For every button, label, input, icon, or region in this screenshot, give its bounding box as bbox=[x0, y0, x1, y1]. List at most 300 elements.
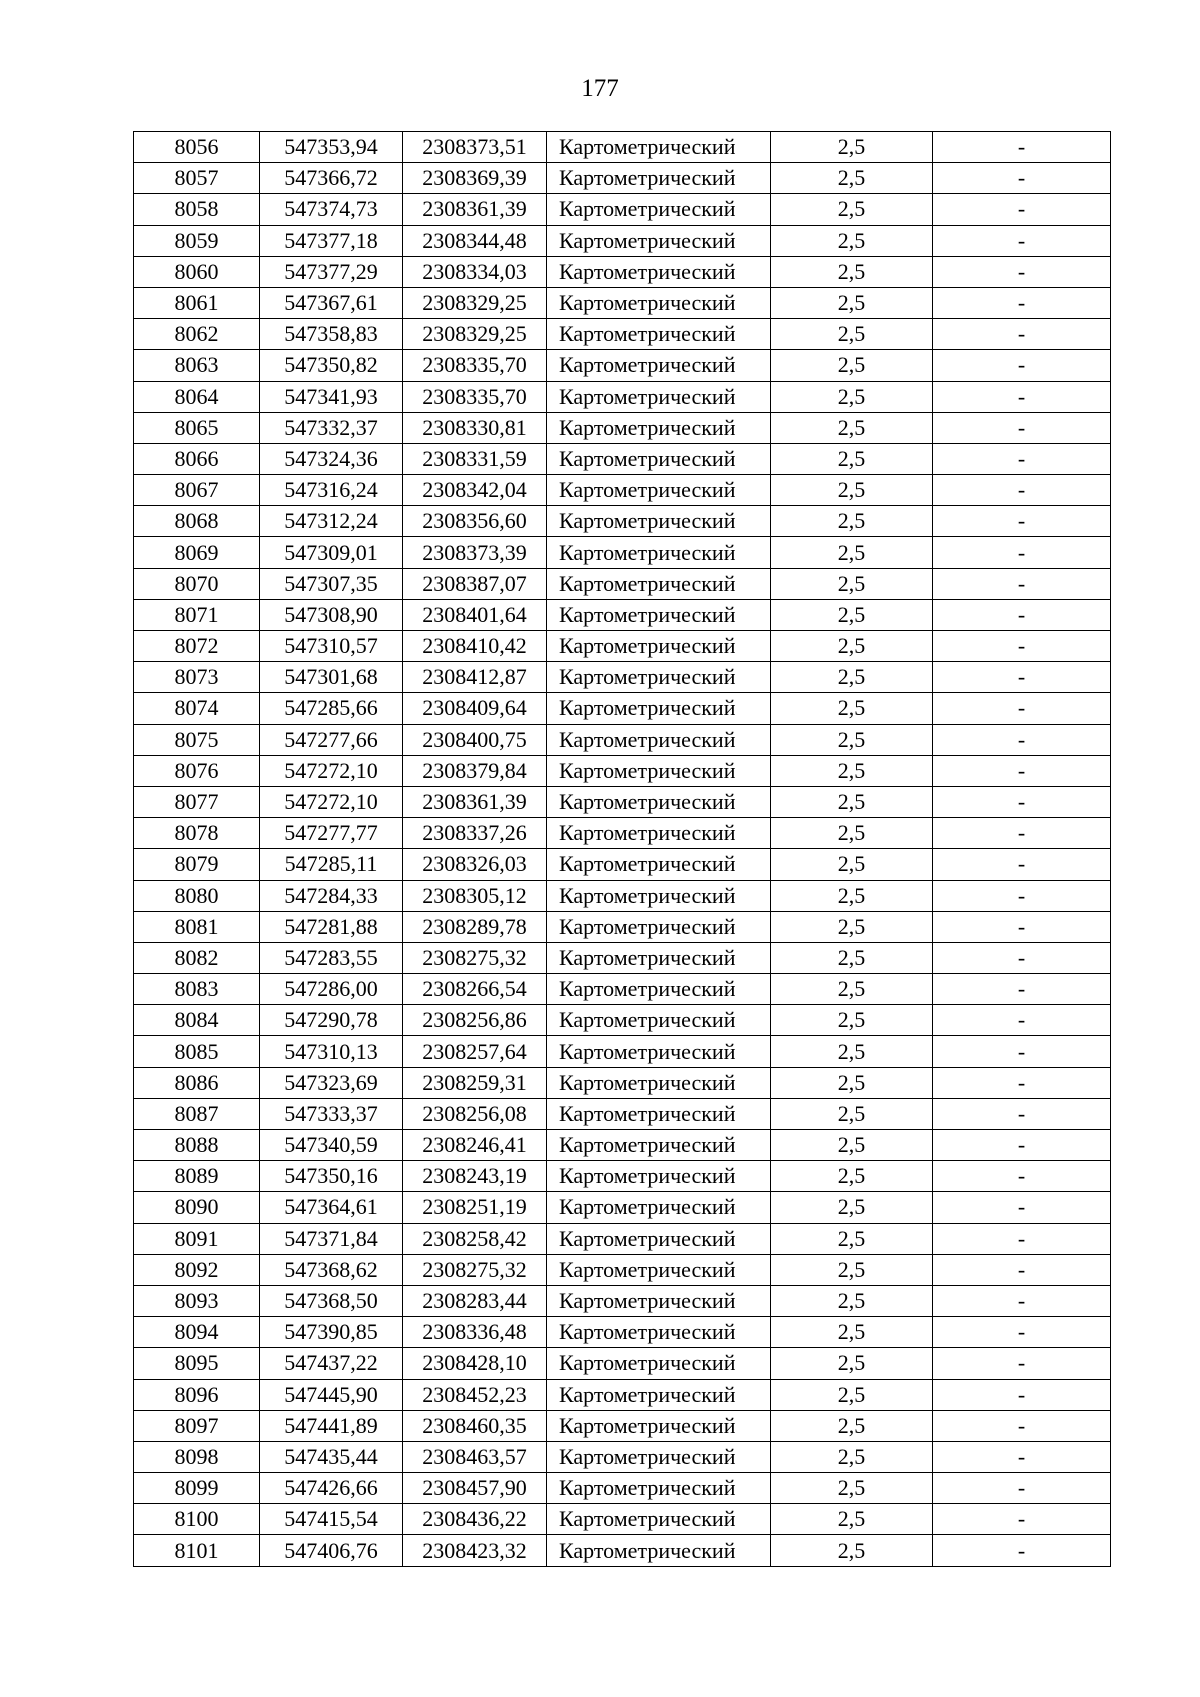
accuracy-cell: 2,5 bbox=[771, 849, 933, 880]
accuracy-cell: 2,5 bbox=[771, 132, 933, 163]
accuracy-cell: 2,5 bbox=[771, 163, 933, 194]
y-coordinate-cell: 2308289,78 bbox=[403, 911, 547, 942]
method-cell: Картометрический bbox=[547, 942, 771, 973]
note-cell: - bbox=[933, 1504, 1111, 1535]
table-row bbox=[134, 1441, 1111, 1472]
accuracy-cell: 2,5 bbox=[771, 1223, 933, 1254]
table-row bbox=[134, 693, 1111, 724]
point-number-cell: 8072 bbox=[134, 631, 260, 662]
page-number: 177 bbox=[581, 75, 619, 102]
accuracy-cell: 2,5 bbox=[771, 724, 933, 755]
table-row bbox=[134, 849, 1111, 880]
table-row bbox=[134, 350, 1111, 381]
point-number-cell: 8057 bbox=[134, 163, 260, 194]
method-cell: Картометрический bbox=[547, 163, 771, 194]
x-coordinate-cell: 547272,10 bbox=[260, 786, 403, 817]
note-cell: - bbox=[933, 132, 1111, 163]
point-number-cell: 8058 bbox=[134, 194, 260, 225]
method-cell: Картометрический bbox=[547, 724, 771, 755]
method-cell: Картометрический bbox=[547, 1441, 771, 1472]
y-coordinate-cell: 2308331,59 bbox=[403, 443, 547, 474]
y-coordinate-cell: 2308256,86 bbox=[403, 1005, 547, 1036]
point-number-cell: 8088 bbox=[134, 1130, 260, 1161]
y-coordinate-cell: 2308410,42 bbox=[403, 631, 547, 662]
table-row bbox=[134, 599, 1111, 630]
y-coordinate-cell: 2308329,25 bbox=[403, 287, 547, 318]
x-coordinate-cell: 547277,66 bbox=[260, 724, 403, 755]
note-cell: - bbox=[933, 287, 1111, 318]
table-row bbox=[134, 1348, 1111, 1379]
x-coordinate-cell: 547341,93 bbox=[260, 381, 403, 412]
point-number-cell: 8068 bbox=[134, 506, 260, 537]
accuracy-cell: 2,5 bbox=[771, 1410, 933, 1441]
method-cell: Картометрический bbox=[547, 1285, 771, 1316]
y-coordinate-cell: 2308401,64 bbox=[403, 599, 547, 630]
x-coordinate-cell: 547374,73 bbox=[260, 194, 403, 225]
method-cell: Картометрический bbox=[547, 537, 771, 568]
x-coordinate-cell: 547415,54 bbox=[260, 1504, 403, 1535]
point-number-cell: 8056 bbox=[134, 132, 260, 163]
note-cell: - bbox=[933, 880, 1111, 911]
x-coordinate-cell: 547332,37 bbox=[260, 412, 403, 443]
x-coordinate-cell: 547290,78 bbox=[260, 1005, 403, 1036]
y-coordinate-cell: 2308460,35 bbox=[403, 1410, 547, 1441]
x-coordinate-cell: 547353,94 bbox=[260, 132, 403, 163]
y-coordinate-cell: 2308330,81 bbox=[403, 412, 547, 443]
accuracy-cell: 2,5 bbox=[771, 942, 933, 973]
x-coordinate-cell: 547437,22 bbox=[260, 1348, 403, 1379]
point-number-cell: 8085 bbox=[134, 1036, 260, 1067]
accuracy-cell: 2,5 bbox=[771, 1535, 933, 1566]
point-number-cell: 8079 bbox=[134, 849, 260, 880]
method-cell: Картометрический bbox=[547, 1192, 771, 1223]
note-cell: - bbox=[933, 786, 1111, 817]
x-coordinate-cell: 547350,16 bbox=[260, 1161, 403, 1192]
table-row bbox=[134, 1005, 1111, 1036]
method-cell: Картометрический bbox=[547, 1348, 771, 1379]
method-cell: Картометрический bbox=[547, 880, 771, 911]
note-cell: - bbox=[933, 974, 1111, 1005]
x-coordinate-cell: 547377,29 bbox=[260, 256, 403, 287]
x-coordinate-cell: 547368,50 bbox=[260, 1285, 403, 1316]
accuracy-cell: 2,5 bbox=[771, 194, 933, 225]
y-coordinate-cell: 2308275,32 bbox=[403, 1254, 547, 1285]
x-coordinate-cell: 547285,66 bbox=[260, 693, 403, 724]
method-cell: Картометрический bbox=[547, 412, 771, 443]
accuracy-cell: 2,5 bbox=[771, 1285, 933, 1316]
y-coordinate-cell: 2308412,87 bbox=[403, 662, 547, 693]
y-coordinate-cell: 2308373,51 bbox=[403, 132, 547, 163]
note-cell: - bbox=[933, 1410, 1111, 1441]
method-cell: Картометрический bbox=[547, 786, 771, 817]
table-row bbox=[134, 662, 1111, 693]
method-cell: Картометрический bbox=[547, 849, 771, 880]
point-number-cell: 8070 bbox=[134, 568, 260, 599]
accuracy-cell: 2,5 bbox=[771, 1254, 933, 1285]
table-row bbox=[134, 1473, 1111, 1504]
accuracy-cell: 2,5 bbox=[771, 1317, 933, 1348]
table-row bbox=[134, 506, 1111, 537]
method-cell: Картометрический bbox=[547, 568, 771, 599]
y-coordinate-cell: 2308336,48 bbox=[403, 1317, 547, 1348]
note-cell: - bbox=[933, 942, 1111, 973]
y-coordinate-cell: 2308344,48 bbox=[403, 225, 547, 256]
x-coordinate-cell: 547272,10 bbox=[260, 755, 403, 786]
point-number-cell: 8101 bbox=[134, 1535, 260, 1566]
accuracy-cell: 2,5 bbox=[771, 475, 933, 506]
note-cell: - bbox=[933, 1348, 1111, 1379]
note-cell: - bbox=[933, 1441, 1111, 1472]
table-row bbox=[134, 724, 1111, 755]
table-row bbox=[134, 537, 1111, 568]
method-cell: Картометрический bbox=[547, 974, 771, 1005]
accuracy-cell: 2,5 bbox=[771, 1098, 933, 1129]
point-number-cell: 8098 bbox=[134, 1441, 260, 1472]
table-row bbox=[134, 1254, 1111, 1285]
y-coordinate-cell: 2308326,03 bbox=[403, 849, 547, 880]
note-cell: - bbox=[933, 662, 1111, 693]
note-cell: - bbox=[933, 256, 1111, 287]
method-cell: Картометрический bbox=[547, 1317, 771, 1348]
y-coordinate-cell: 2308342,04 bbox=[403, 475, 547, 506]
method-cell: Картометрический bbox=[547, 1161, 771, 1192]
accuracy-cell: 2,5 bbox=[771, 1379, 933, 1410]
method-cell: Картометрический bbox=[547, 1535, 771, 1566]
y-coordinate-cell: 2308379,84 bbox=[403, 755, 547, 786]
y-coordinate-cell: 2308356,60 bbox=[403, 506, 547, 537]
accuracy-cell: 2,5 bbox=[771, 1473, 933, 1504]
y-coordinate-cell: 2308335,70 bbox=[403, 350, 547, 381]
y-coordinate-cell: 2308251,19 bbox=[403, 1192, 547, 1223]
y-coordinate-cell: 2308452,23 bbox=[403, 1379, 547, 1410]
accuracy-cell: 2,5 bbox=[771, 755, 933, 786]
y-coordinate-cell: 2308305,12 bbox=[403, 880, 547, 911]
method-cell: Картометрический bbox=[547, 662, 771, 693]
note-cell: - bbox=[933, 1254, 1111, 1285]
y-coordinate-cell: 2308283,44 bbox=[403, 1285, 547, 1316]
table-row bbox=[134, 1223, 1111, 1254]
y-coordinate-cell: 2308246,41 bbox=[403, 1130, 547, 1161]
y-coordinate-cell: 2308409,64 bbox=[403, 693, 547, 724]
accuracy-cell: 2,5 bbox=[771, 1192, 933, 1223]
point-number-cell: 8063 bbox=[134, 350, 260, 381]
point-number-cell: 8083 bbox=[134, 974, 260, 1005]
method-cell: Картометрический bbox=[547, 755, 771, 786]
note-cell: - bbox=[933, 849, 1111, 880]
x-coordinate-cell: 547367,61 bbox=[260, 287, 403, 318]
point-number-cell: 8067 bbox=[134, 475, 260, 506]
note-cell: - bbox=[933, 818, 1111, 849]
x-coordinate-cell: 547364,61 bbox=[260, 1192, 403, 1223]
point-number-cell: 8095 bbox=[134, 1348, 260, 1379]
note-cell: - bbox=[933, 381, 1111, 412]
x-coordinate-cell: 547371,84 bbox=[260, 1223, 403, 1254]
table-row bbox=[134, 974, 1111, 1005]
note-cell: - bbox=[933, 1223, 1111, 1254]
table-row bbox=[134, 1504, 1111, 1535]
point-number-cell: 8060 bbox=[134, 256, 260, 287]
accuracy-cell: 2,5 bbox=[771, 319, 933, 350]
accuracy-cell: 2,5 bbox=[771, 1130, 933, 1161]
x-coordinate-cell: 547285,11 bbox=[260, 849, 403, 880]
point-number-cell: 8082 bbox=[134, 942, 260, 973]
method-cell: Картометрический bbox=[547, 911, 771, 942]
note-cell: - bbox=[933, 1473, 1111, 1504]
x-coordinate-cell: 547340,59 bbox=[260, 1130, 403, 1161]
y-coordinate-cell: 2308256,08 bbox=[403, 1098, 547, 1129]
note-cell: - bbox=[933, 755, 1111, 786]
table-row bbox=[134, 287, 1111, 318]
method-cell: Картометрический bbox=[547, 1067, 771, 1098]
accuracy-cell: 2,5 bbox=[771, 662, 933, 693]
table-row bbox=[134, 568, 1111, 599]
accuracy-cell: 2,5 bbox=[771, 1036, 933, 1067]
accuracy-cell: 2,5 bbox=[771, 1067, 933, 1098]
note-cell: - bbox=[933, 724, 1111, 755]
x-coordinate-cell: 547277,77 bbox=[260, 818, 403, 849]
note-cell: - bbox=[933, 568, 1111, 599]
x-coordinate-cell: 547281,88 bbox=[260, 911, 403, 942]
table-row bbox=[134, 194, 1111, 225]
table-row bbox=[134, 1317, 1111, 1348]
method-cell: Картометрический bbox=[547, 1005, 771, 1036]
accuracy-cell: 2,5 bbox=[771, 1504, 933, 1535]
table-row bbox=[134, 256, 1111, 287]
x-coordinate-cell: 547333,37 bbox=[260, 1098, 403, 1129]
note-cell: - bbox=[933, 1535, 1111, 1566]
point-number-cell: 8086 bbox=[134, 1067, 260, 1098]
note-cell: - bbox=[933, 599, 1111, 630]
table-row bbox=[134, 1036, 1111, 1067]
x-coordinate-cell: 547350,82 bbox=[260, 350, 403, 381]
method-cell: Картометрический bbox=[547, 1036, 771, 1067]
point-number-cell: 8062 bbox=[134, 319, 260, 350]
method-cell: Картометрический bbox=[547, 350, 771, 381]
accuracy-cell: 2,5 bbox=[771, 412, 933, 443]
accuracy-cell: 2,5 bbox=[771, 256, 933, 287]
x-coordinate-cell: 547308,90 bbox=[260, 599, 403, 630]
method-cell: Картометрический bbox=[547, 1410, 771, 1441]
y-coordinate-cell: 2308457,90 bbox=[403, 1473, 547, 1504]
note-cell: - bbox=[933, 911, 1111, 942]
note-cell: - bbox=[933, 475, 1111, 506]
table-row bbox=[134, 942, 1111, 973]
x-coordinate-cell: 547310,13 bbox=[260, 1036, 403, 1067]
y-coordinate-cell: 2308369,39 bbox=[403, 163, 547, 194]
point-number-cell: 8066 bbox=[134, 443, 260, 474]
method-cell: Картометрический bbox=[547, 319, 771, 350]
point-number-cell: 8081 bbox=[134, 911, 260, 942]
x-coordinate-cell: 547358,83 bbox=[260, 319, 403, 350]
x-coordinate-cell: 547366,72 bbox=[260, 163, 403, 194]
method-cell: Картометрический bbox=[547, 256, 771, 287]
point-number-cell: 8100 bbox=[134, 1504, 260, 1535]
method-cell: Картометрический bbox=[547, 225, 771, 256]
method-cell: Картометрический bbox=[547, 1504, 771, 1535]
point-number-cell: 8099 bbox=[134, 1473, 260, 1504]
table-row bbox=[134, 1535, 1111, 1566]
y-coordinate-cell: 2308329,25 bbox=[403, 319, 547, 350]
y-coordinate-cell: 2308243,19 bbox=[403, 1161, 547, 1192]
table-row bbox=[134, 475, 1111, 506]
coordinates-table-body bbox=[134, 132, 1111, 1567]
y-coordinate-cell: 2308387,07 bbox=[403, 568, 547, 599]
table-row bbox=[134, 412, 1111, 443]
y-coordinate-cell: 2308275,32 bbox=[403, 942, 547, 973]
note-cell: - bbox=[933, 693, 1111, 724]
y-coordinate-cell: 2308423,32 bbox=[403, 1535, 547, 1566]
y-coordinate-cell: 2308334,03 bbox=[403, 256, 547, 287]
table-row bbox=[134, 225, 1111, 256]
note-cell: - bbox=[933, 1067, 1111, 1098]
method-cell: Картометрический bbox=[547, 1223, 771, 1254]
accuracy-cell: 2,5 bbox=[771, 350, 933, 381]
note-cell: - bbox=[933, 1317, 1111, 1348]
y-coordinate-cell: 2308400,75 bbox=[403, 724, 547, 755]
method-cell: Картометрический bbox=[547, 475, 771, 506]
x-coordinate-cell: 547368,62 bbox=[260, 1254, 403, 1285]
method-cell: Картометрический bbox=[547, 287, 771, 318]
accuracy-cell: 2,5 bbox=[771, 506, 933, 537]
x-coordinate-cell: 547390,85 bbox=[260, 1317, 403, 1348]
method-cell: Картометрический bbox=[547, 693, 771, 724]
method-cell: Картометрический bbox=[547, 1130, 771, 1161]
point-number-cell: 8084 bbox=[134, 1005, 260, 1036]
y-coordinate-cell: 2308361,39 bbox=[403, 194, 547, 225]
method-cell: Картометрический bbox=[547, 506, 771, 537]
x-coordinate-cell: 547406,76 bbox=[260, 1535, 403, 1566]
point-number-cell: 8097 bbox=[134, 1410, 260, 1441]
note-cell: - bbox=[933, 412, 1111, 443]
table-row bbox=[134, 631, 1111, 662]
table-row bbox=[134, 818, 1111, 849]
x-coordinate-cell: 547316,24 bbox=[260, 475, 403, 506]
x-coordinate-cell: 547324,36 bbox=[260, 443, 403, 474]
accuracy-cell: 2,5 bbox=[771, 537, 933, 568]
table-row bbox=[134, 319, 1111, 350]
point-number-cell: 8090 bbox=[134, 1192, 260, 1223]
note-cell: - bbox=[933, 1192, 1111, 1223]
table-row bbox=[134, 1161, 1111, 1192]
accuracy-cell: 2,5 bbox=[771, 1161, 933, 1192]
point-number-cell: 8087 bbox=[134, 1098, 260, 1129]
note-cell: - bbox=[933, 1005, 1111, 1036]
method-cell: Картометрический bbox=[547, 194, 771, 225]
point-number-cell: 8071 bbox=[134, 599, 260, 630]
accuracy-cell: 2,5 bbox=[771, 381, 933, 412]
method-cell: Картометрический bbox=[547, 631, 771, 662]
y-coordinate-cell: 2308463,57 bbox=[403, 1441, 547, 1472]
table-row bbox=[134, 911, 1111, 942]
x-coordinate-cell: 547426,66 bbox=[260, 1473, 403, 1504]
note-cell: - bbox=[933, 319, 1111, 350]
method-cell: Картометрический bbox=[547, 132, 771, 163]
x-coordinate-cell: 547284,33 bbox=[260, 880, 403, 911]
method-cell: Картометрический bbox=[547, 381, 771, 412]
table-row bbox=[134, 786, 1111, 817]
accuracy-cell: 2,5 bbox=[771, 818, 933, 849]
point-number-cell: 8074 bbox=[134, 693, 260, 724]
accuracy-cell: 2,5 bbox=[771, 1005, 933, 1036]
note-cell: - bbox=[933, 506, 1111, 537]
point-number-cell: 8089 bbox=[134, 1161, 260, 1192]
x-coordinate-cell: 547307,35 bbox=[260, 568, 403, 599]
table-row bbox=[134, 1410, 1111, 1441]
point-number-cell: 8075 bbox=[134, 724, 260, 755]
table-row bbox=[134, 132, 1111, 163]
accuracy-cell: 2,5 bbox=[771, 287, 933, 318]
point-number-cell: 8065 bbox=[134, 412, 260, 443]
point-number-cell: 8078 bbox=[134, 818, 260, 849]
y-coordinate-cell: 2308337,26 bbox=[403, 818, 547, 849]
y-coordinate-cell: 2308257,64 bbox=[403, 1036, 547, 1067]
point-number-cell: 8092 bbox=[134, 1254, 260, 1285]
accuracy-cell: 2,5 bbox=[771, 786, 933, 817]
y-coordinate-cell: 2308361,39 bbox=[403, 786, 547, 817]
point-number-cell: 8096 bbox=[134, 1379, 260, 1410]
note-cell: - bbox=[933, 1161, 1111, 1192]
y-coordinate-cell: 2308259,31 bbox=[403, 1067, 547, 1098]
table-row bbox=[134, 1130, 1111, 1161]
accuracy-cell: 2,5 bbox=[771, 1441, 933, 1472]
note-cell: - bbox=[933, 225, 1111, 256]
method-cell: Картометрический bbox=[547, 1473, 771, 1504]
note-cell: - bbox=[933, 163, 1111, 194]
accuracy-cell: 2,5 bbox=[771, 225, 933, 256]
note-cell: - bbox=[933, 1130, 1111, 1161]
x-coordinate-cell: 547312,24 bbox=[260, 506, 403, 537]
point-number-cell: 8076 bbox=[134, 755, 260, 786]
y-coordinate-cell: 2308373,39 bbox=[403, 537, 547, 568]
table-row bbox=[134, 443, 1111, 474]
point-number-cell: 8069 bbox=[134, 537, 260, 568]
method-cell: Картометрический bbox=[547, 1098, 771, 1129]
method-cell: Картометрический bbox=[547, 599, 771, 630]
x-coordinate-cell: 547445,90 bbox=[260, 1379, 403, 1410]
point-number-cell: 8093 bbox=[134, 1285, 260, 1316]
table-row bbox=[134, 755, 1111, 786]
method-cell: Картометрический bbox=[547, 818, 771, 849]
x-coordinate-cell: 547310,57 bbox=[260, 631, 403, 662]
note-cell: - bbox=[933, 631, 1111, 662]
note-cell: - bbox=[933, 1098, 1111, 1129]
x-coordinate-cell: 547286,00 bbox=[260, 974, 403, 1005]
x-coordinate-cell: 547441,89 bbox=[260, 1410, 403, 1441]
x-coordinate-cell: 547435,44 bbox=[260, 1441, 403, 1472]
method-cell: Картометрический bbox=[547, 1254, 771, 1285]
y-coordinate-cell: 2308258,42 bbox=[403, 1223, 547, 1254]
table-row bbox=[134, 1098, 1111, 1129]
point-number-cell: 8080 bbox=[134, 880, 260, 911]
accuracy-cell: 2,5 bbox=[771, 443, 933, 474]
table-row bbox=[134, 880, 1111, 911]
point-number-cell: 8064 bbox=[134, 381, 260, 412]
note-cell: - bbox=[933, 1285, 1111, 1316]
x-coordinate-cell: 547323,69 bbox=[260, 1067, 403, 1098]
table-row bbox=[134, 1192, 1111, 1223]
accuracy-cell: 2,5 bbox=[771, 599, 933, 630]
point-number-cell: 8059 bbox=[134, 225, 260, 256]
note-cell: - bbox=[933, 1036, 1111, 1067]
note-cell: - bbox=[933, 443, 1111, 474]
y-coordinate-cell: 2308436,22 bbox=[403, 1504, 547, 1535]
method-cell: Картометрический bbox=[547, 1379, 771, 1410]
table-row bbox=[134, 1285, 1111, 1316]
point-number-cell: 8077 bbox=[134, 786, 260, 817]
method-cell: Картометрический bbox=[547, 443, 771, 474]
note-cell: - bbox=[933, 1379, 1111, 1410]
point-number-cell: 8094 bbox=[134, 1317, 260, 1348]
